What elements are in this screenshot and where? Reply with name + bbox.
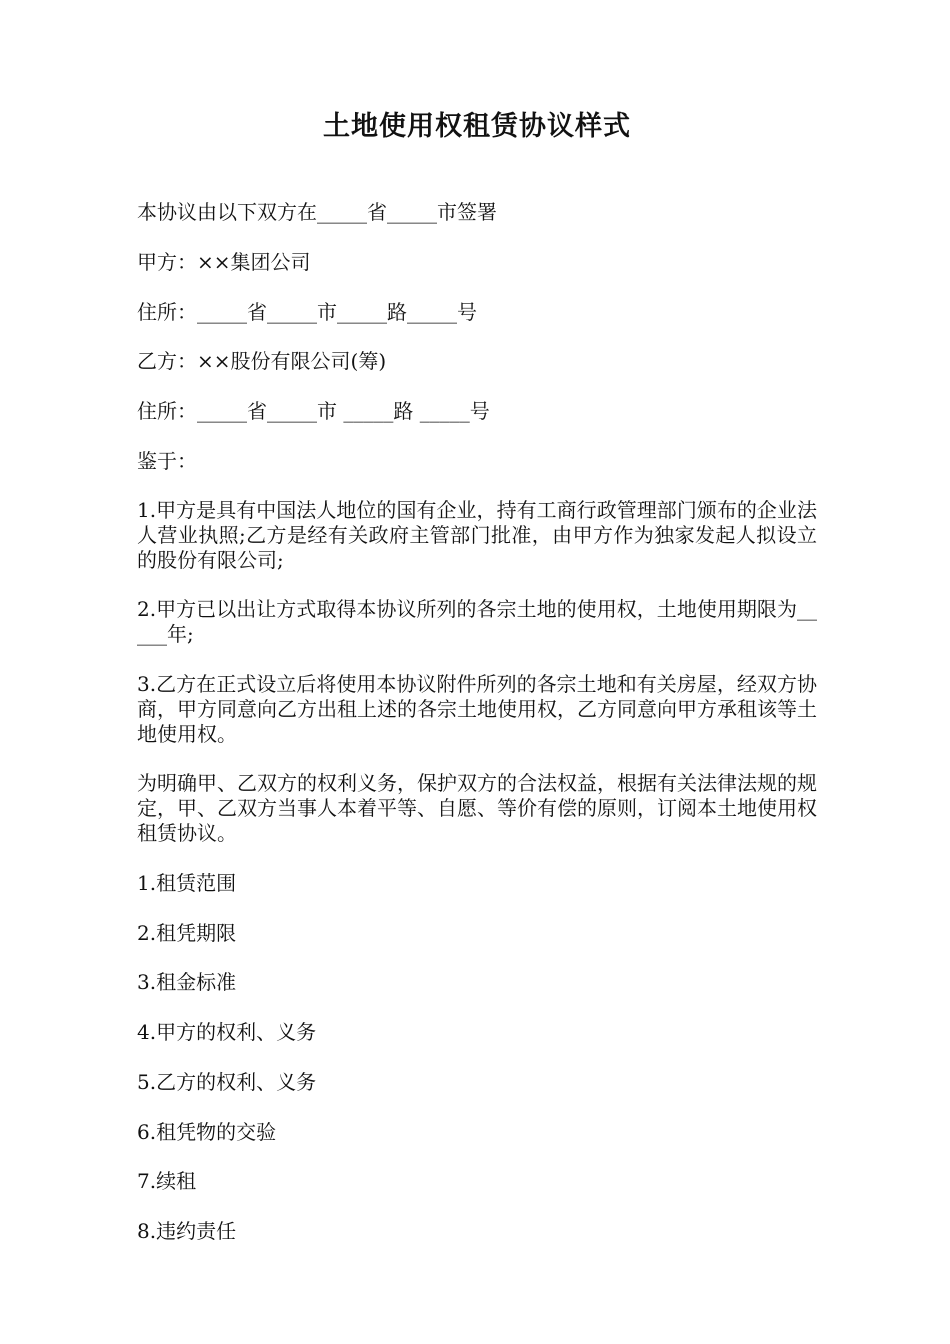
section-heading: 1.租赁范围 bbox=[137, 871, 237, 895]
party-b-name: 乙方：××股份有限公司(筹) bbox=[137, 349, 387, 373]
intro-line: 本协议由以下双方在_____省_____市签署 bbox=[137, 200, 497, 224]
section-heading: 7.续租 bbox=[137, 1169, 197, 1193]
purpose-paragraph: 为明确甲、乙双方的权利义务，保护双方的合法权益，根据有关法律法规的规定，甲、乙双方当事人本着平等、自愿、等价有偿的原则，订阅本土地使用权租赁协议。 bbox=[137, 771, 817, 845]
document-title: 土地使用权租赁协议样式 bbox=[323, 111, 631, 142]
section-heading: 8.违约责任 bbox=[137, 1219, 237, 1243]
party-b-address: 住所：_____省_____市 _____路 _____号 bbox=[137, 399, 490, 423]
section-heading: 4.甲方的权利、义务 bbox=[137, 1020, 317, 1044]
recital-paragraph: 1.甲方是具有中国法人地位的国有企业，持有工商行政管理部门颁布的企业法人营业执照;乙方是经有关政府主管部门批准，由甲方作为独家发起人拟设立的股份有限公司; bbox=[137, 498, 817, 572]
recital-paragraph: 2.甲方已以出让方式取得本协议所列的各宗土地的使用权，土地使用期限为_____年; bbox=[137, 597, 817, 646]
recital-paragraph: 3.乙方在正式设立后将使用本协议附件所列的各宗土地和有关房屋，经双方协商，甲方同意向乙方出租上述的各宗土地使用权，乙方同意向甲方承租该等土地使用权。 bbox=[137, 672, 817, 746]
section-heading: 3.租金标准 bbox=[137, 970, 237, 994]
whereas-heading: 鉴于： bbox=[137, 449, 197, 473]
party-a-address: 住所：_____省_____市_____路_____号 bbox=[137, 300, 477, 324]
party-a-name: 甲方：××集团公司 bbox=[137, 250, 311, 274]
section-heading: 6.租凭物的交验 bbox=[137, 1120, 277, 1144]
section-heading: 2.租凭期限 bbox=[137, 921, 237, 945]
section-heading: 5.乙方的权利、义务 bbox=[137, 1070, 317, 1094]
